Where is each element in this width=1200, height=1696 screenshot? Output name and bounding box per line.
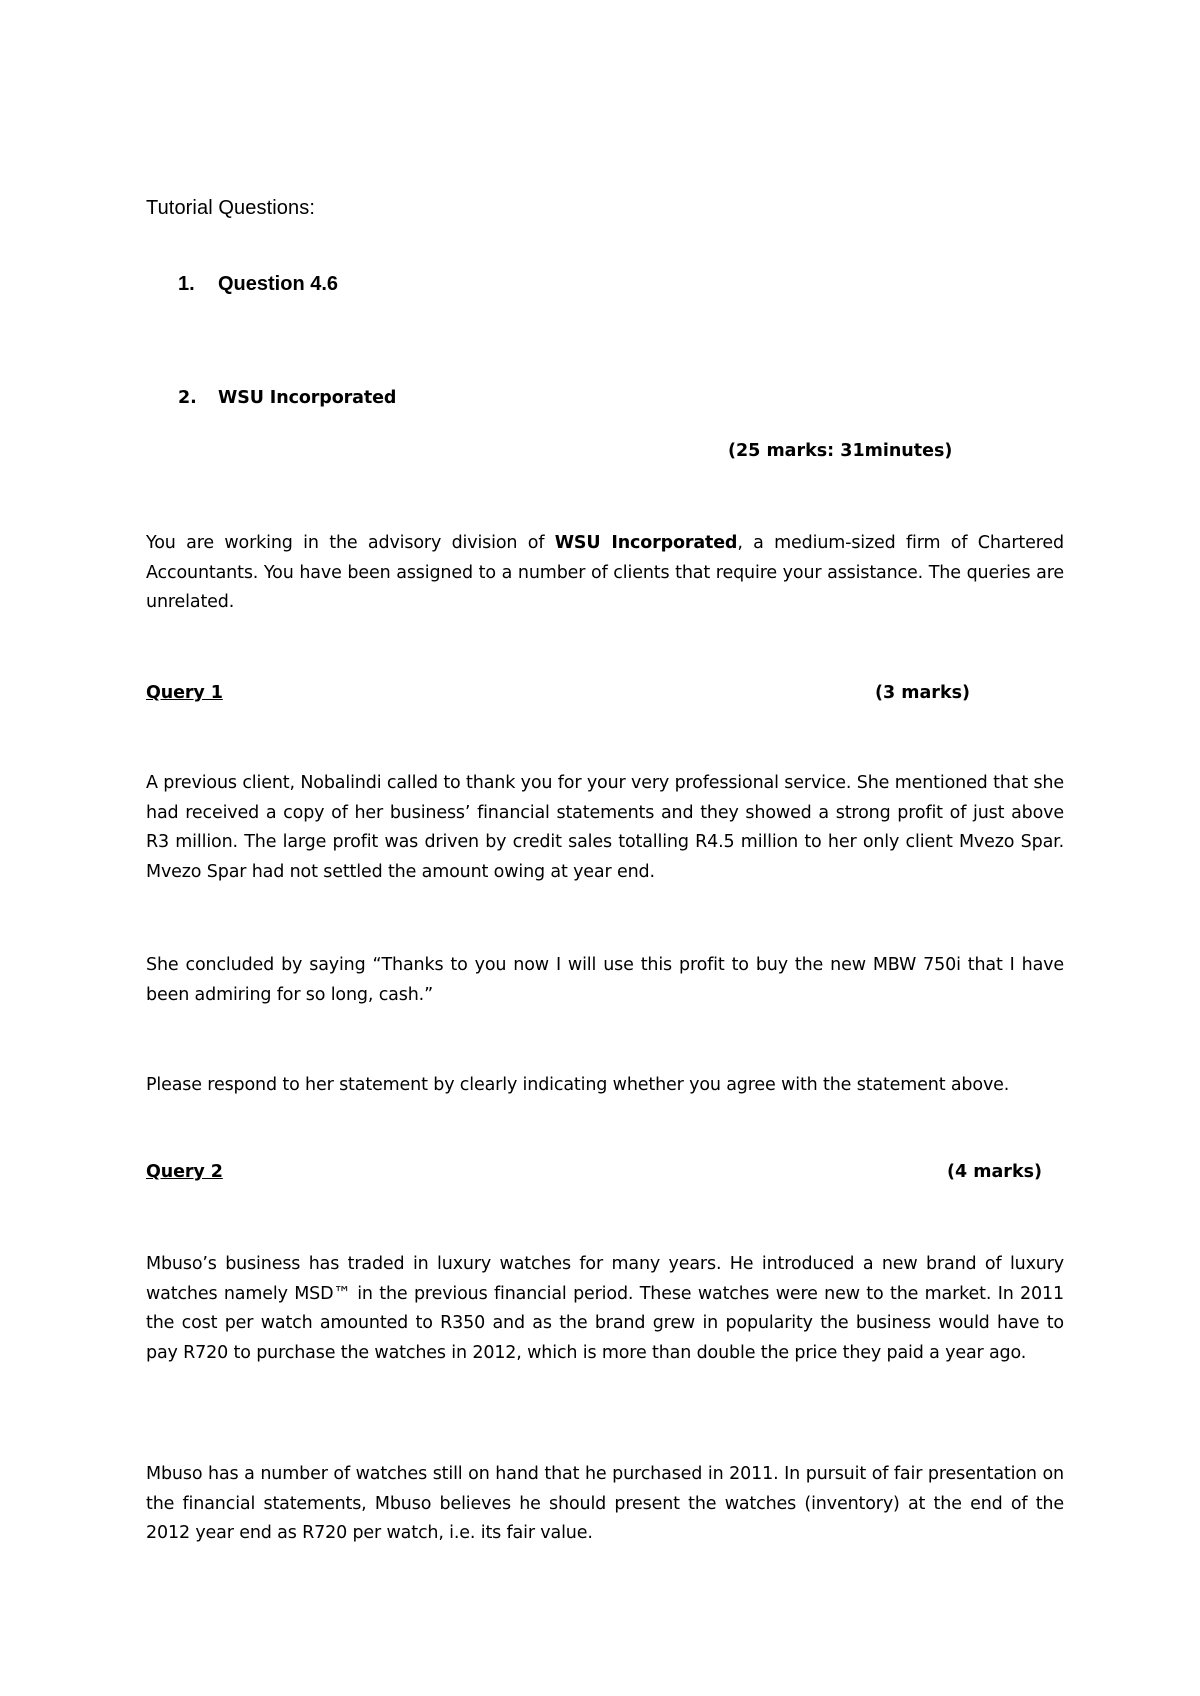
list-item-question <box>178 273 338 296</box>
list-item-company <box>178 388 396 408</box>
query-1-heading: Query 1 <box>146 683 223 703</box>
intro-text-start: You are working in the advisory division of <box>146 533 555 553</box>
list-number: 1. <box>178 273 195 295</box>
query-1-marks: (3 marks) <box>875 683 970 703</box>
list-number: 2. <box>178 388 197 408</box>
query-1-paragraph-2: She concluded by saying “Thanks to you now I will use this profit to buy the new MBW 750i that I have been admiring for so long, cash.” <box>146 955 1064 1005</box>
total-marks: (25 marks: 31minutes) <box>728 441 953 461</box>
intro-paragraph <box>146 529 1064 618</box>
query-2-heading: Query 2 <box>146 1162 223 1182</box>
list-label: Question 4.6 <box>218 273 339 295</box>
list-label: WSU Incorporated <box>218 388 397 408</box>
query-1-paragraph-1: A previous client, Nobalindi called to thank you for your very professional service. She mentioned that she had received a copy of her business’ financial statements and they showed a strong profit of just above R3 million. The large profit was driven by credit sales totalling R4.5 million to her only client Mvezo Spar. Mvezo Spar had not settled the amount owing at year end. <box>146 773 1064 882</box>
query-2-paragraph-2: Mbuso has a number of watches still on hand that he purchased in 2011. In pursuit of fair presentation on the financial statements, Mbuso believes he should present the watches (inventory) at the end of the 2012 year end as R720 per watch, i.e. its fair value. <box>146 1464 1064 1543</box>
intro-company-name: WSU Incorporated <box>554 533 738 553</box>
intro-text-end: , a medium-sized firm of Chartered Accountants. You have been assigned to a number of clients that require your assistance. The queries are unrelated. <box>146 533 1064 612</box>
tutorial-title: Tutorial Questions: <box>146 197 316 219</box>
query-2-paragraph-1: Mbuso’s business has traded in luxury watches for many years. He introduced a new brand of luxury watches namely MSD™ in the previous financial period. These watches were new to the market. In 2011 the cost per watch amounted to R350 and as the brand grew in popularity the business would have to pay R720 to purchase the watches in 2012, which is more than double the price they paid a year ago. <box>146 1254 1064 1363</box>
query-1-paragraph-3: Please respond to her statement by clearly indicating whether you agree with the statement above. <box>146 1075 1010 1095</box>
query-2-marks: (4 marks) <box>947 1162 1042 1182</box>
